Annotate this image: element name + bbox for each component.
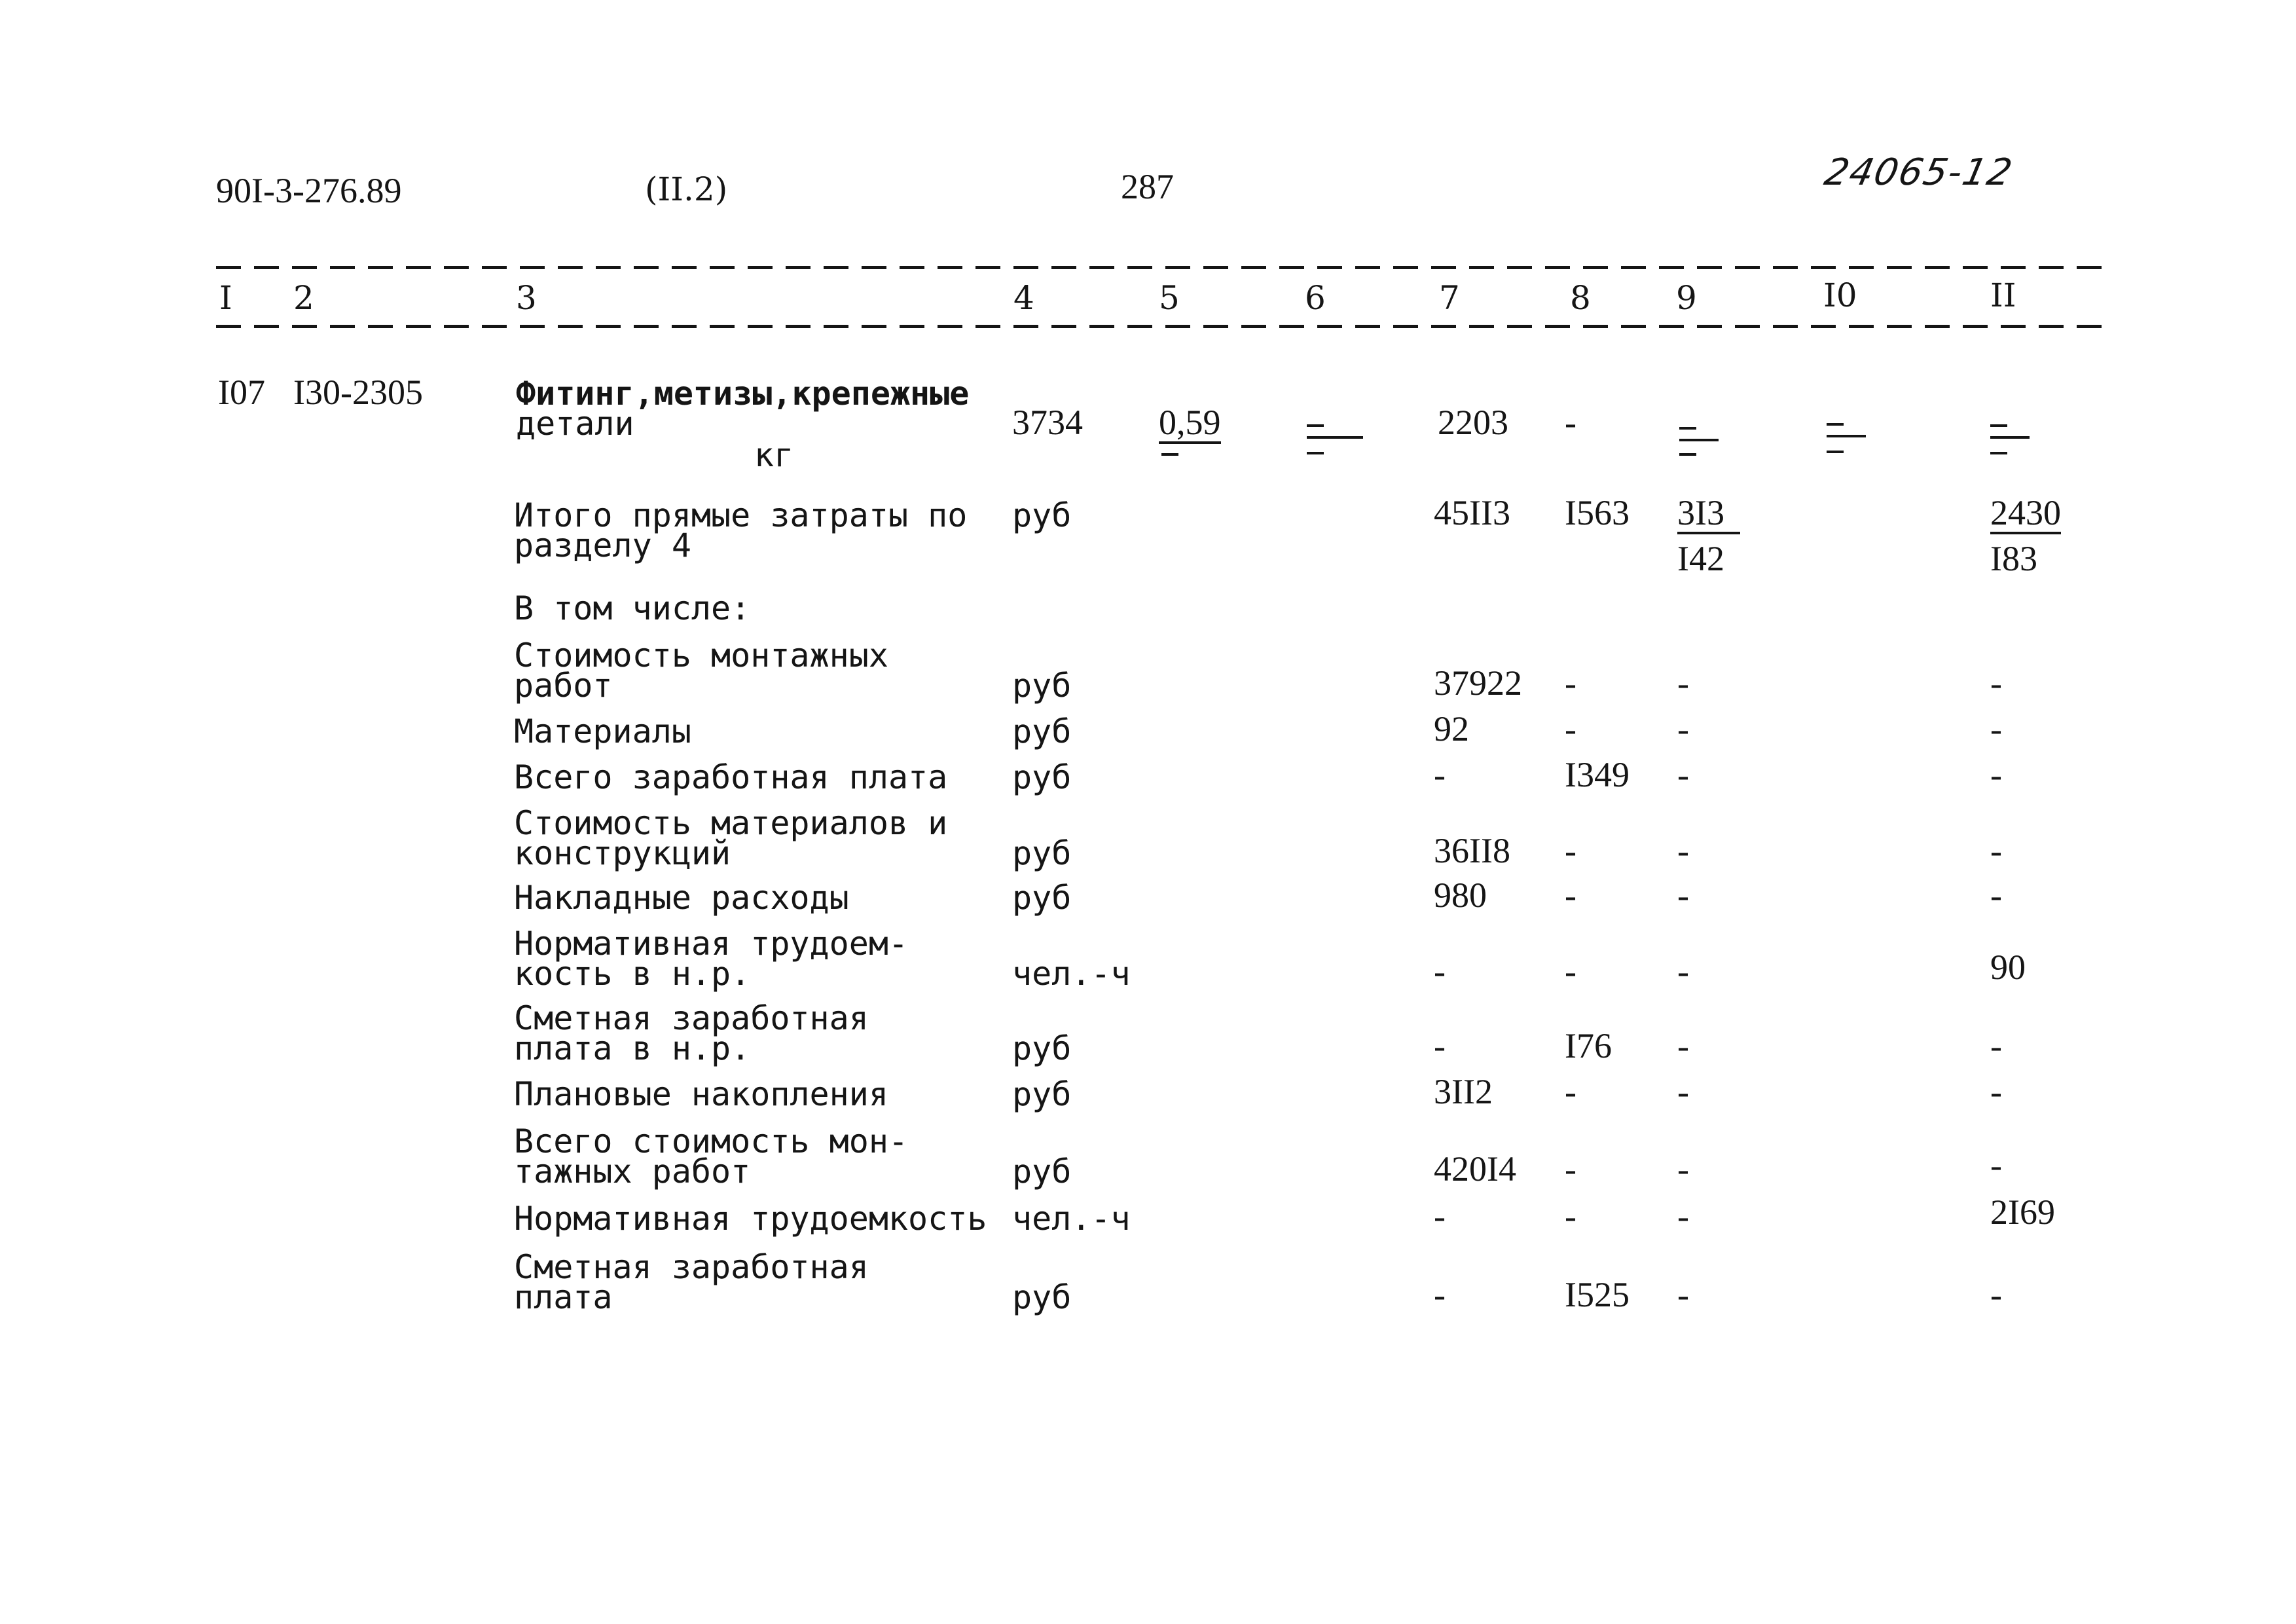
row-label-line2: плата	[514, 1278, 613, 1316]
row-col7: 37922	[1434, 663, 1522, 703]
fraction-bar	[1827, 435, 1866, 437]
row-col8: I76	[1565, 1026, 1612, 1065]
row-unit: руб	[1012, 667, 1072, 705]
row-label-line2: тажных работ	[514, 1153, 751, 1190]
row-label-line1: Материалы	[514, 712, 691, 750]
row-label-line1: Всего стоимость мон-	[514, 1122, 909, 1160]
row-unit: руб	[1012, 758, 1072, 796]
totals-col9-numerator: 3I3	[1677, 495, 1740, 534]
row-col7: -	[1434, 1026, 1446, 1065]
unit-price-cell: 0,59	[1159, 405, 1221, 444]
row-label-line2: конструкций	[514, 834, 731, 872]
totals-unit: руб	[1012, 496, 1072, 534]
row-col9: -	[1677, 951, 1689, 991]
totals-cost: 45II3	[1434, 493, 1510, 532]
dash-mark	[1161, 453, 1178, 456]
row-col7: 36II8	[1434, 831, 1510, 870]
row-col11: -	[1990, 1026, 2002, 1065]
row-unit: чел.-ч	[1012, 955, 1131, 993]
page-number: 287	[1121, 167, 1174, 206]
row-unit: руб	[1012, 1075, 1072, 1113]
column-header: 8	[1570, 279, 1591, 317]
row-col11: -	[1990, 831, 2002, 870]
quantity-cell: 3734	[1012, 403, 1083, 442]
row-col9: -	[1677, 1026, 1689, 1065]
row-label-line1: Всего заработная плата	[514, 758, 948, 796]
column-header: 3	[516, 279, 537, 317]
row-unit: руб	[1012, 834, 1072, 872]
row-label-line1: Плановые накопления	[514, 1075, 888, 1113]
column-header: II	[1990, 276, 2016, 314]
row-col8: -	[1565, 831, 1576, 870]
fraction-bar	[1307, 436, 1363, 439]
row-col7: -	[1434, 1275, 1446, 1314]
row-col11: -	[1990, 709, 2002, 748]
row-col8: I525	[1565, 1275, 1630, 1314]
row-label-line1: Накладные расходы	[514, 879, 849, 917]
row-unit: руб	[1012, 712, 1072, 750]
column-header: 5	[1159, 279, 1180, 317]
item-number: I07	[218, 373, 265, 412]
section-number: (II.2)	[645, 170, 728, 208]
item-name-line1: Фитинг,метизы,крепежные	[516, 375, 970, 413]
row-col8: -	[1565, 663, 1576, 703]
row-col11: -	[1990, 876, 2002, 915]
column-header: 7	[1439, 279, 1460, 317]
row-col8: -	[1565, 1149, 1576, 1189]
totals-col9-denominator: I42	[1677, 539, 1724, 578]
row-label-line1: Сметная заработная	[514, 1248, 869, 1286]
row-col9: -	[1677, 831, 1689, 870]
row-col11: -	[1990, 663, 2002, 703]
row-col8: -	[1565, 1196, 1576, 1236]
item-name-line2: детали	[516, 405, 634, 443]
row-col7: -	[1434, 755, 1446, 794]
row-label-line1: Нормативная трудоем-	[514, 925, 909, 963]
row-label-line2: работ	[514, 667, 613, 705]
salary-cell: -	[1565, 403, 1576, 442]
row-col8: I349	[1565, 755, 1630, 794]
row-label-line2: кость в н.р.	[514, 955, 751, 993]
row-label-line1: Стоимость материалов и	[514, 804, 948, 842]
column-header: 4	[1013, 279, 1034, 317]
row-col11: -	[1990, 1145, 2002, 1185]
row-col8: -	[1565, 1072, 1576, 1111]
handwritten-reference: 24065-12	[1821, 151, 2017, 194]
row-label-line1: Нормативная трудоемкость	[514, 1200, 987, 1238]
row-col7: 420I4	[1434, 1149, 1516, 1189]
header-top-rule	[216, 266, 2102, 269]
column-header: I	[219, 279, 232, 317]
row-col9: -	[1677, 1149, 1689, 1189]
row-col11: -	[1990, 1275, 2002, 1314]
dash-mark	[1307, 452, 1324, 454]
row-col9: -	[1677, 1196, 1689, 1236]
row-col9: -	[1677, 876, 1689, 915]
row-col7: 92	[1434, 709, 1469, 748]
column-header: 6	[1305, 279, 1326, 317]
dash-mark	[1679, 427, 1696, 430]
header-bottom-rule	[216, 325, 2102, 328]
row-unit: чел.-ч	[1012, 1200, 1131, 1238]
dash-mark	[1679, 453, 1696, 456]
row-unit: руб	[1012, 1278, 1072, 1316]
row-col7: -	[1434, 951, 1446, 991]
row-col11: -	[1990, 1072, 2002, 1111]
row-label-line1: Стоимость монтажных	[514, 637, 888, 674]
row-col9: -	[1677, 709, 1689, 748]
row-col11: 2I69	[1990, 1192, 2055, 1232]
row-label-line1: Сметная заработная	[514, 999, 869, 1037]
dash-mark	[1307, 424, 1324, 427]
row-col8: -	[1565, 709, 1576, 748]
cost-cell: 2203	[1438, 403, 1508, 442]
row-label-line2: плата в н.р.	[514, 1029, 751, 1067]
row-col11: 90	[1990, 948, 2026, 987]
row-col7: -	[1434, 1196, 1446, 1236]
row-col11: -	[1990, 755, 2002, 794]
including-label: В том числе:	[514, 589, 751, 627]
dash-mark	[1827, 451, 1844, 453]
row-col9: -	[1677, 755, 1689, 794]
totals-salary: I563	[1565, 493, 1630, 532]
column-header: I0	[1823, 276, 1857, 314]
document-code: 90I-3-276.89	[216, 171, 402, 210]
item-unit: кг	[754, 436, 794, 474]
dash-mark	[1990, 424, 2007, 427]
fraction-bar	[1679, 439, 1719, 441]
fraction-bar	[1990, 436, 2030, 439]
row-col8: -	[1565, 876, 1576, 915]
price-code: I30-2305	[293, 373, 423, 412]
row-col9: -	[1677, 663, 1689, 703]
row-col9: -	[1677, 1275, 1689, 1314]
row-col7: 3II2	[1434, 1072, 1493, 1111]
totals-label-line1: Итого прямые затраты по	[514, 496, 968, 534]
dash-mark	[1990, 452, 2007, 454]
row-col8: -	[1565, 951, 1576, 991]
row-col7: 980	[1434, 876, 1487, 915]
totals-col11-numerator: 2430	[1990, 495, 2061, 534]
totals-label-line2: разделу 4	[514, 526, 691, 564]
row-unit: руб	[1012, 1029, 1072, 1067]
column-header: 2	[293, 279, 314, 317]
row-col9: -	[1677, 1072, 1689, 1111]
row-unit: руб	[1012, 879, 1072, 917]
dash-mark	[1827, 423, 1844, 426]
totals-col11-denominator: I83	[1990, 539, 2037, 578]
row-unit: руб	[1012, 1153, 1072, 1190]
column-header: 9	[1676, 279, 1697, 317]
